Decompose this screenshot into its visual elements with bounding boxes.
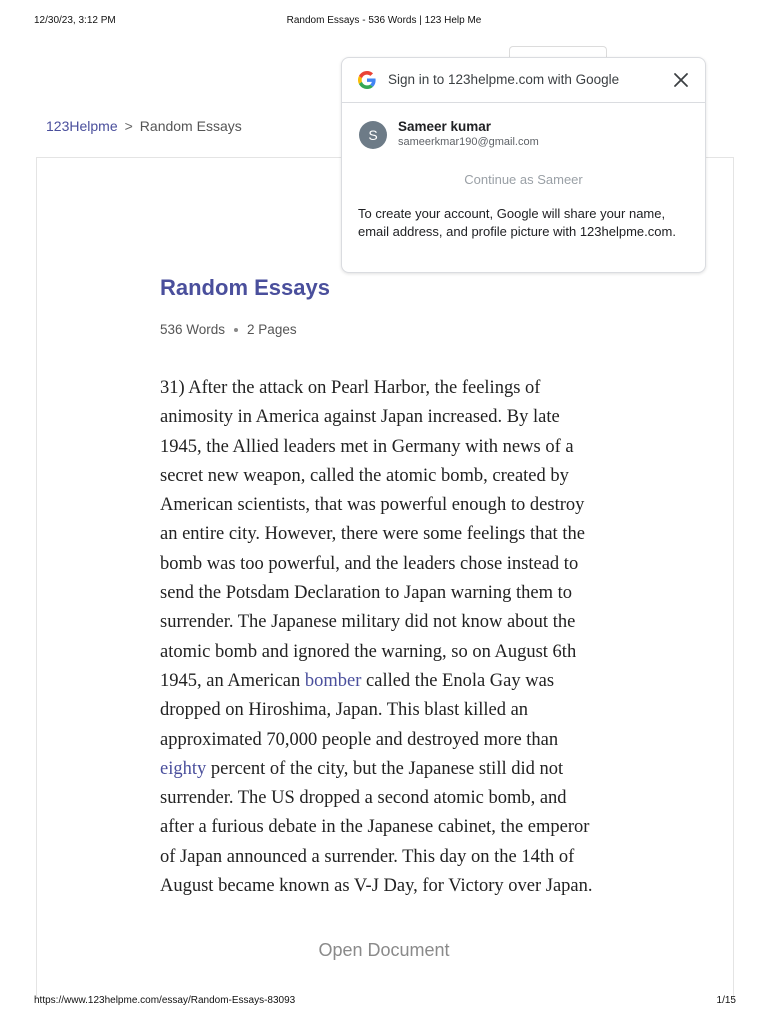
account-name[interactable]: Sameer kumar bbox=[398, 119, 492, 134]
print-header bbox=[0, 15, 768, 31]
meta-separator-dot bbox=[234, 328, 238, 332]
breadcrumb-separator: > bbox=[124, 118, 133, 134]
print-page-number: 1/15 bbox=[716, 995, 736, 1006]
essay-body bbox=[160, 374, 605, 912]
keyword-link-bomber[interactable]: bomber bbox=[304, 670, 362, 691]
essay-text: percent of the city, but the Japanese still did not surrender. The US dropped a second atomic bomb, and after a furious debate in the Japanese cabinet, the emperor of Japan announced a surrender. This day on the 14th of August became known as V-J Day, for Victory over Japan. bbox=[160, 758, 593, 897]
google-signin-title: Sign in to 123helpme.com with Google bbox=[388, 72, 620, 87]
google-logo-icon bbox=[358, 71, 376, 89]
page-count: 2 Pages bbox=[247, 322, 297, 337]
avatar: S bbox=[359, 121, 387, 149]
breadcrumb bbox=[46, 118, 242, 134]
breadcrumb-current: Random Essays bbox=[139, 118, 242, 134]
account-email[interactable]: sameerkmar190@gmail.com bbox=[398, 136, 539, 148]
word-count: 536 Words bbox=[160, 322, 226, 337]
essay-text: 31) After the attack on Pearl Harbor, the feelings of animosity in America against Japan increased. By late 1945, the Allied leaders met in Germany with news of a secret new weapon, called the atomic bomb, created by American scientists, that was powerful enough to destroy an entire city. However, there were some feelings that the bomb was too powerful, and the leaders chose instead to send the Potsdam Declaration to Japan warning them to surrender. The Japanese military did not know about the atomic bomb and ignored the warning, so on August 6th 1945, an American bbox=[160, 378, 585, 691]
continue-as-button[interactable]: Continue as Sameer bbox=[464, 172, 583, 187]
breadcrumb-home-link[interactable]: 123Helpme bbox=[46, 118, 118, 134]
google-share-notice: To create your account, Google will share your name, email address, and profile picture with 123helpme.com. bbox=[358, 206, 676, 239]
open-document-button[interactable]: Open Document bbox=[318, 940, 450, 960]
print-datetime: 12/30/23, 3:12 PM bbox=[34, 15, 116, 26]
essay-meta bbox=[160, 322, 297, 337]
print-page-title: Random Essays - 536 Words | 123 Help Me bbox=[286, 15, 482, 26]
print-url: https://www.123helpme.com/essay/Random-Essays-83093 bbox=[34, 995, 296, 1006]
keyword-link-eighty[interactable]: eighty bbox=[160, 758, 207, 779]
google-signin-header bbox=[342, 58, 705, 103]
essay-title: Random Essays bbox=[160, 275, 330, 300]
close-icon[interactable] bbox=[672, 71, 690, 89]
essay-text: called the Enola Gay was dropped on Hiroshima, Japan. This blast killed an approximated 70,000 people and destroyed more than bbox=[160, 670, 559, 750]
google-signin-popup bbox=[341, 57, 706, 273]
